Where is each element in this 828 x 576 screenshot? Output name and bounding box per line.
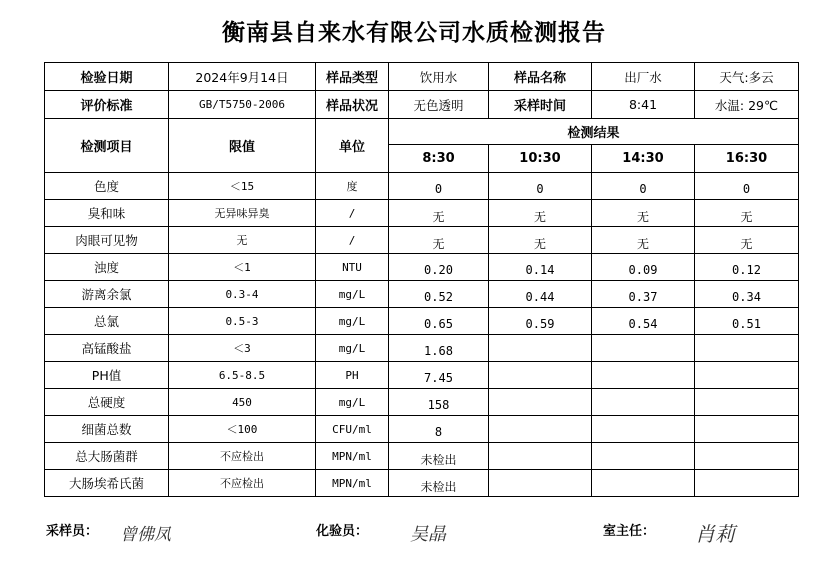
sampler-signature: 曾佛凤 xyxy=(120,525,171,545)
table-row xyxy=(45,281,799,308)
sample-time-label: 采样时间 xyxy=(489,91,592,119)
time-header: 10:30 xyxy=(489,145,592,173)
result-cell xyxy=(489,416,592,443)
item-cell: 细菌总数 xyxy=(45,416,169,443)
item-cell: 游离余氯 xyxy=(45,281,169,308)
sample-name-label: 样品名称 xyxy=(489,63,592,91)
result-cell: 0.59 xyxy=(489,308,592,335)
item-cell: 色度 xyxy=(45,173,169,200)
table-row xyxy=(45,308,799,335)
result-cell: 无 xyxy=(592,227,695,254)
item-cell: 肉眼可见物 xyxy=(45,227,169,254)
result-cell xyxy=(695,416,799,443)
result-cell xyxy=(592,470,695,497)
limit-cell: ＜3 xyxy=(169,335,316,362)
limit-cell: 无 xyxy=(169,227,316,254)
sample-name-value: 出厂水 xyxy=(592,63,695,91)
table-row xyxy=(45,335,799,362)
unit-cell: mg/L xyxy=(316,389,389,416)
unit-cell: 度 xyxy=(316,173,389,200)
limit-cell: ＜15 xyxy=(169,173,316,200)
result-cell xyxy=(592,389,695,416)
result-cell: 无 xyxy=(592,200,695,227)
result-cell xyxy=(695,335,799,362)
result-cell: 0 xyxy=(389,173,489,200)
result-cell: 1.68 xyxy=(389,335,489,362)
limit-cell: 0.5-3 xyxy=(169,308,316,335)
info-row-1 xyxy=(45,63,799,91)
water-quality-table xyxy=(44,62,799,497)
time-header: 8:30 xyxy=(389,145,489,173)
item-cell: 总硬度 xyxy=(45,389,169,416)
result-cell xyxy=(592,443,695,470)
result-cell: 8 xyxy=(389,416,489,443)
item-cell: 总氯 xyxy=(45,308,169,335)
unit-header: 单位 xyxy=(316,119,389,173)
table-row xyxy=(45,200,799,227)
result-cell xyxy=(592,335,695,362)
weather-value: 天气:多云 xyxy=(695,63,799,91)
date-label: 检验日期 xyxy=(45,63,169,91)
table-row xyxy=(45,416,799,443)
result-cell xyxy=(489,362,592,389)
item-cell: 大肠埃希氏菌 xyxy=(45,470,169,497)
result-cell: 无 xyxy=(489,227,592,254)
director-label: 室主任： xyxy=(603,524,656,539)
table-row xyxy=(45,389,799,416)
unit-cell: PH xyxy=(316,362,389,389)
result-cell: 0.20 xyxy=(389,254,489,281)
limit-cell: 不应检出 xyxy=(169,470,316,497)
result-cell: 无 xyxy=(389,200,489,227)
result-cell: 7.45 xyxy=(389,362,489,389)
limit-cell: 450 xyxy=(169,389,316,416)
sampler-label: 采样员： xyxy=(46,524,99,539)
result-cell xyxy=(489,389,592,416)
water-temp-value: 水温: 29℃ xyxy=(695,91,799,119)
result-cell xyxy=(695,362,799,389)
result-cell xyxy=(695,470,799,497)
header-row-1 xyxy=(45,119,799,145)
results-header: 检测结果 xyxy=(389,119,799,145)
result-cell xyxy=(695,443,799,470)
result-cell: 0.44 xyxy=(489,281,592,308)
result-cell: 0.34 xyxy=(695,281,799,308)
item-cell: 高锰酸盐 xyxy=(45,335,169,362)
tester-label: 化验员： xyxy=(316,524,369,539)
unit-cell: MPN/ml xyxy=(316,443,389,470)
limit-header: 限值 xyxy=(169,119,316,173)
director-signature: 肖莉 xyxy=(695,522,735,546)
standard-label: 评价标准 xyxy=(45,91,169,119)
result-cell: 0 xyxy=(489,173,592,200)
sample-state-value: 无色透明 xyxy=(389,91,489,119)
result-cell xyxy=(695,389,799,416)
table-row xyxy=(45,254,799,281)
result-cell: 0.52 xyxy=(389,281,489,308)
item-cell: 臭和味 xyxy=(45,200,169,227)
result-cell: 无 xyxy=(695,227,799,254)
info-row-2 xyxy=(45,91,799,119)
result-cell xyxy=(592,362,695,389)
sample-type-label: 样品类型 xyxy=(316,63,389,91)
result-cell: 0.54 xyxy=(592,308,695,335)
result-cell: 未检出 xyxy=(389,443,489,470)
unit-cell: / xyxy=(316,200,389,227)
time-header: 14:30 xyxy=(592,145,695,173)
item-header: 检测项目 xyxy=(45,119,169,173)
result-cell xyxy=(489,470,592,497)
result-cell: 未检出 xyxy=(389,470,489,497)
sample-time-value: 8:41 xyxy=(592,91,695,119)
result-cell: 0.37 xyxy=(592,281,695,308)
result-cell: 无 xyxy=(389,227,489,254)
result-cell: 0.12 xyxy=(695,254,799,281)
limit-cell: 0.3-4 xyxy=(169,281,316,308)
date-value: 2024年9月14日 xyxy=(169,63,316,91)
item-cell: 浊度 xyxy=(45,254,169,281)
time-header: 16:30 xyxy=(695,145,799,173)
item-cell: 总大肠菌群 xyxy=(45,443,169,470)
result-cell: 158 xyxy=(389,389,489,416)
tester-signature: 吴晶 xyxy=(410,524,446,545)
table-row xyxy=(45,470,799,497)
report-title: 衡南县自来水有限公司水质检测报告 xyxy=(222,19,606,46)
unit-cell: / xyxy=(316,227,389,254)
item-cell: PH值 xyxy=(45,362,169,389)
unit-cell: CFU/ml xyxy=(316,416,389,443)
unit-cell: mg/L xyxy=(316,335,389,362)
table-row xyxy=(45,227,799,254)
result-cell: 0.14 xyxy=(489,254,592,281)
result-cell xyxy=(489,335,592,362)
unit-cell: mg/L xyxy=(316,281,389,308)
result-cell: 0.51 xyxy=(695,308,799,335)
sample-state-label: 样品状况 xyxy=(316,91,389,119)
unit-cell: NTU xyxy=(316,254,389,281)
unit-cell: MPN/ml xyxy=(316,470,389,497)
result-cell: 0 xyxy=(592,173,695,200)
limit-cell: ＜1 xyxy=(169,254,316,281)
limit-cell: ＜100 xyxy=(169,416,316,443)
result-cell: 无 xyxy=(695,200,799,227)
result-cell xyxy=(489,443,592,470)
limit-cell: 6.5-8.5 xyxy=(169,362,316,389)
limit-cell: 无异味异臭 xyxy=(169,200,316,227)
table-row xyxy=(45,443,799,470)
result-cell: 0 xyxy=(695,173,799,200)
sample-type-value: 饮用水 xyxy=(389,63,489,91)
unit-cell: mg/L xyxy=(316,308,389,335)
result-cell: 0.65 xyxy=(389,308,489,335)
result-cell: 0.09 xyxy=(592,254,695,281)
result-cell: 无 xyxy=(489,200,592,227)
table-row xyxy=(45,362,799,389)
standard-value: GB/T5750-2006 xyxy=(169,91,316,119)
result-cell xyxy=(592,416,695,443)
limit-cell: 不应检出 xyxy=(169,443,316,470)
table-row xyxy=(45,173,799,200)
